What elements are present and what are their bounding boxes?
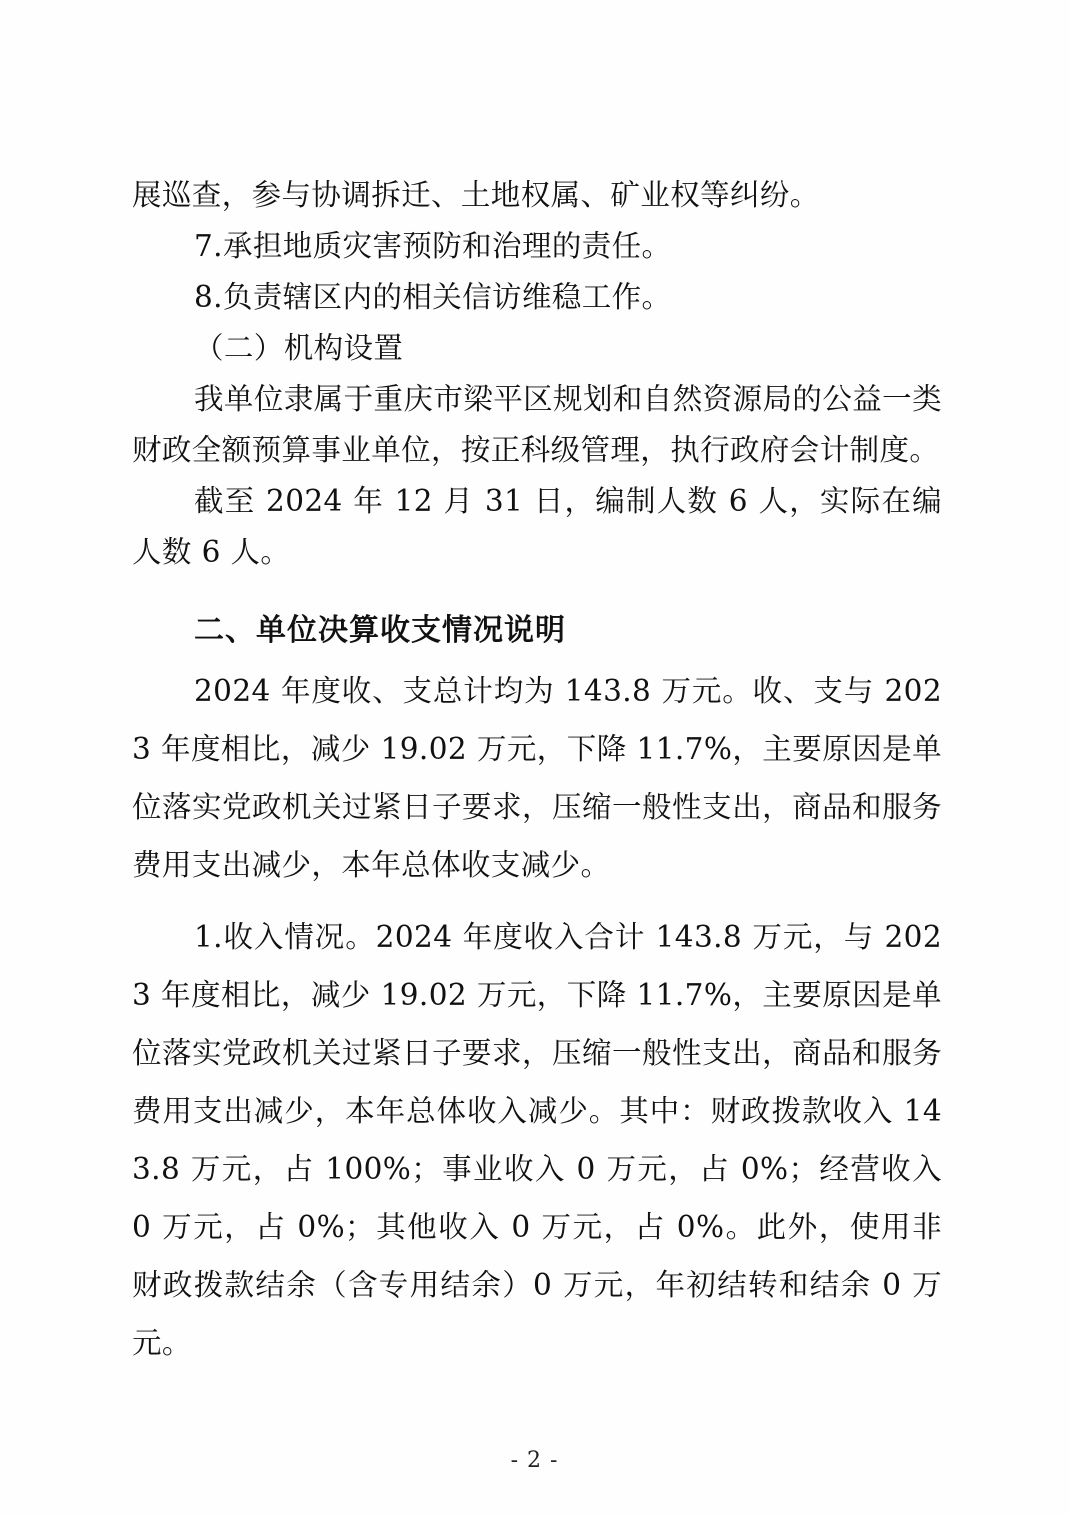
paragraph-organization-affiliation: 我单位隶属于重庆市梁平区规划和自然资源局的公益一类财政全额预算事业单位，按正科级管理，执行政府会计制度。: [132, 382, 942, 467]
spacer-2: [132, 894, 942, 908]
paragraph-duty-7: 7.承担地质灾害预防和治理的责任。: [194, 229, 672, 263]
page-number: - 2 -: [510, 1448, 559, 1473]
paragraph-income-details: 1.收入情况。2024 年度收入合计 143.8 万元，与 2023 年度相比，减少 19.02 万元，下降 11.7%，主要原因是单位落实党政机关过紧日子要求，压缩一般性支出，商品和服务费用支出减少，本年总体收入减少。其中：财政拨款收入 143.8 万元，占 100%；事业收入 0 万元，占 0%；经营收入 0 万元，占 0%；其他收入 0 万元，占 0%。此外，使用非财政拨款结余（含专用结余）0 万元，年初结转和结余 0 万元。: [132, 920, 942, 1360]
paragraph-staffing: 截至 2024 年 12 月 31 日，编制人数 6 人，实际在编人数 6 人。: [132, 484, 942, 569]
section-heading-final-accounts: 二、单位决算收支情况说明: [194, 613, 566, 648]
paragraph-duty-6-continued: 展巡查，参与协调拆迁、土地权属、矿业权等纠纷。: [132, 178, 820, 212]
paragraph-revenue-expenditure-total: 2024 年度收、支总计均为 143.8 万元。收、支与 2023 年度相比，减少 19.02 万元，下降 11.7%，主要原因是单位落实党政机关过紧日子要求，压缩一般性支出，商品和服务费用支出减少，本年总体收支减少。: [132, 674, 942, 882]
spacer: [132, 578, 942, 592]
subsection-heading-organization: （二）机构设置: [194, 331, 404, 365]
document-body: [132, 170, 942, 1372]
paragraph-duty-8: 8.负责辖区内的相关信访维稳工作。: [194, 280, 672, 314]
